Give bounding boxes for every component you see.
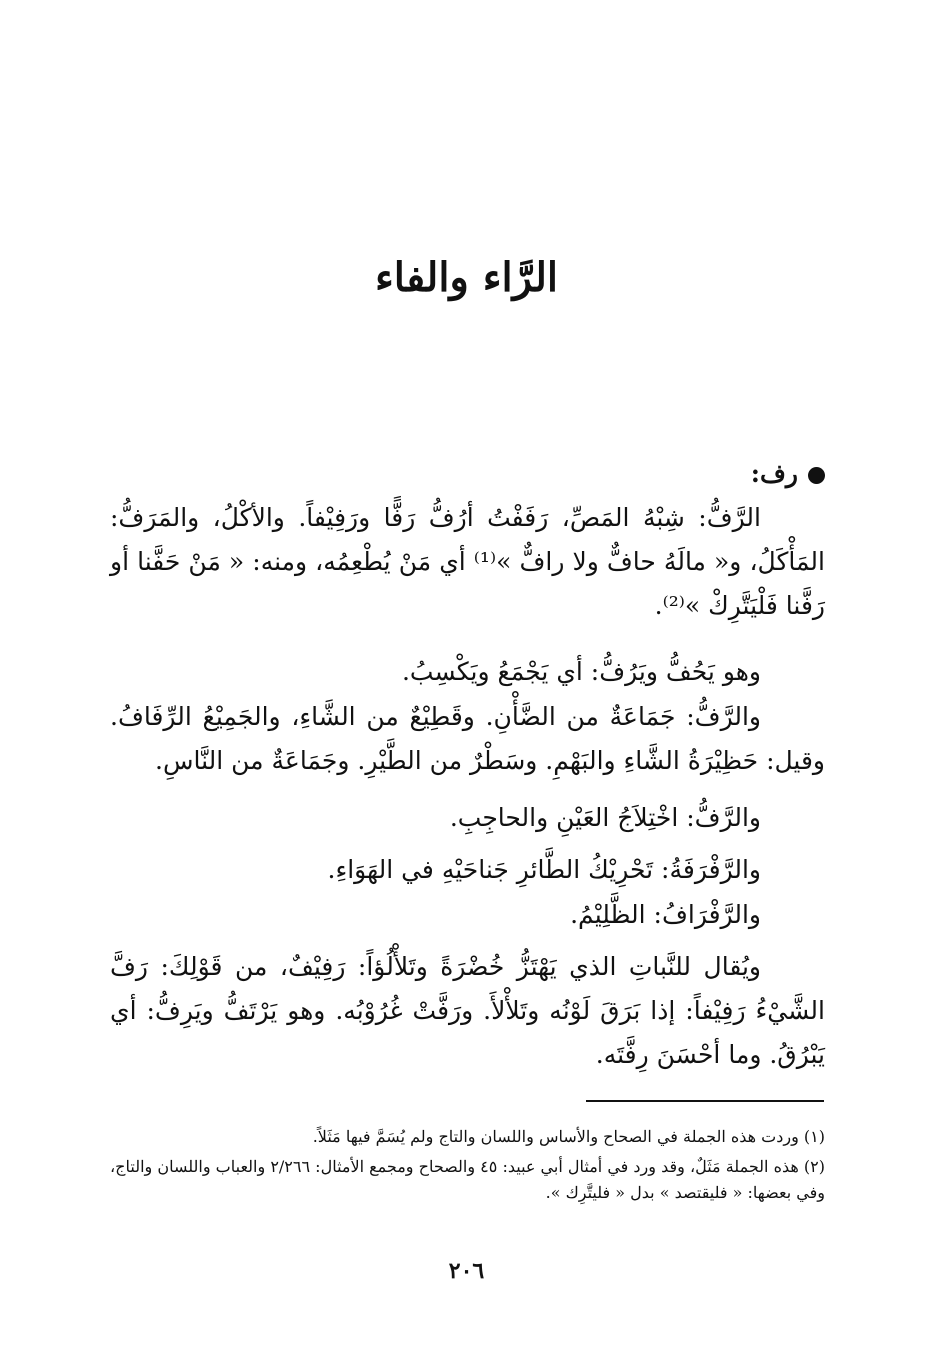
paragraph-6: والرَّفْرَافُ: الظَّلِيْمُ.	[570, 900, 761, 929]
paragraph-4: والرَّفُّ: اخْتِلاَجُ العَيْنِ والحاجِبِ.	[449, 803, 761, 832]
paragraph-1: الرَّفُّ: شِبْهُ المَصِّ، رَفَفْتُ أرُفُّ رَفًّا ورَفِيْفاً. والأكْلُ، والمَرَفُّ: المَأْكَلُ، و« مالَهُ حافٌّ ولا رافٌّ »⁽¹⁾ أي مَنْ يُطْعِمُه، ومنه: « مَنْ حَفَّنا أو رَفَّنا فَلْيَتَّرِكْ »⁽²⁾.	[110, 503, 825, 620]
paragraph-5: والرَّفْرَفَةُ: تَحْرِيْكُ الطَّائرِ جَناحَيْهِ في الهَوَاءِ.	[327, 855, 761, 884]
paragraph-2: وهو يَحُفُّ ويَرُفُّ: أي يَجْمَعُ ويَكْسِبُ.	[401, 657, 761, 686]
entry-root: رف:	[750, 459, 798, 488]
paragraph-7: ويُقال للنَّباتِ الذي يَهْتَزُّ خُضْرَةً وتَلأْلُؤاً: رَفِيْفٌ، من قَوْلِكَ: رَفَّ الشَّيْءُ رَفِيْفاً: إذا بَرَقَ لَوْنُه وتَلأْلأَ. ورَفَّتْ غُرُوْبُه. وهو يَرْتَفُّ ويَرِفُّ: أي يَبْرُقُ. وما أحْسَنَ رِفَّتَه.	[110, 952, 825, 1069]
footnote-2: (٢) هذه الجملة مَثَلٌ، وقد ورد في أمثال أبي عبيد: ٤٥ والصحاح ومجمع الأمثال: ٢/٢٦٦ والعباب واللسان والتاج، وفي بعضها: « فليقتصد » بدل « فليتَّرِك ».	[110, 1157, 825, 1202]
chapter-title: الرَّاء والفاء	[374, 254, 559, 301]
footnote-1: (١) وردت هذه الجملة في الصحاح والأساس واللسان والتاج ولم يُسَمَّ فيها مَثَلاً.	[312, 1127, 825, 1146]
footnotes	[110, 1124, 825, 1210]
entry-head	[110, 452, 825, 496]
bullet-icon	[808, 467, 825, 484]
footnote-divider	[586, 1100, 824, 1102]
page-number: ٢٠٦	[448, 1258, 485, 1284]
paragraph-3: والرَّفُّ: جَمَاعَةٌ من الضَّأْنِ. وقَطِيْعٌ من الشَّاءِ، والجَمِيْعُ الرِّفَافُ. وقيل: حَظِيْرَةُ الشَّاءِ والبَهْمِ. وسَطْرٌ من الطَّيْرِ. وجَمَاعَةٌ من النَّاسِ.	[110, 702, 825, 775]
